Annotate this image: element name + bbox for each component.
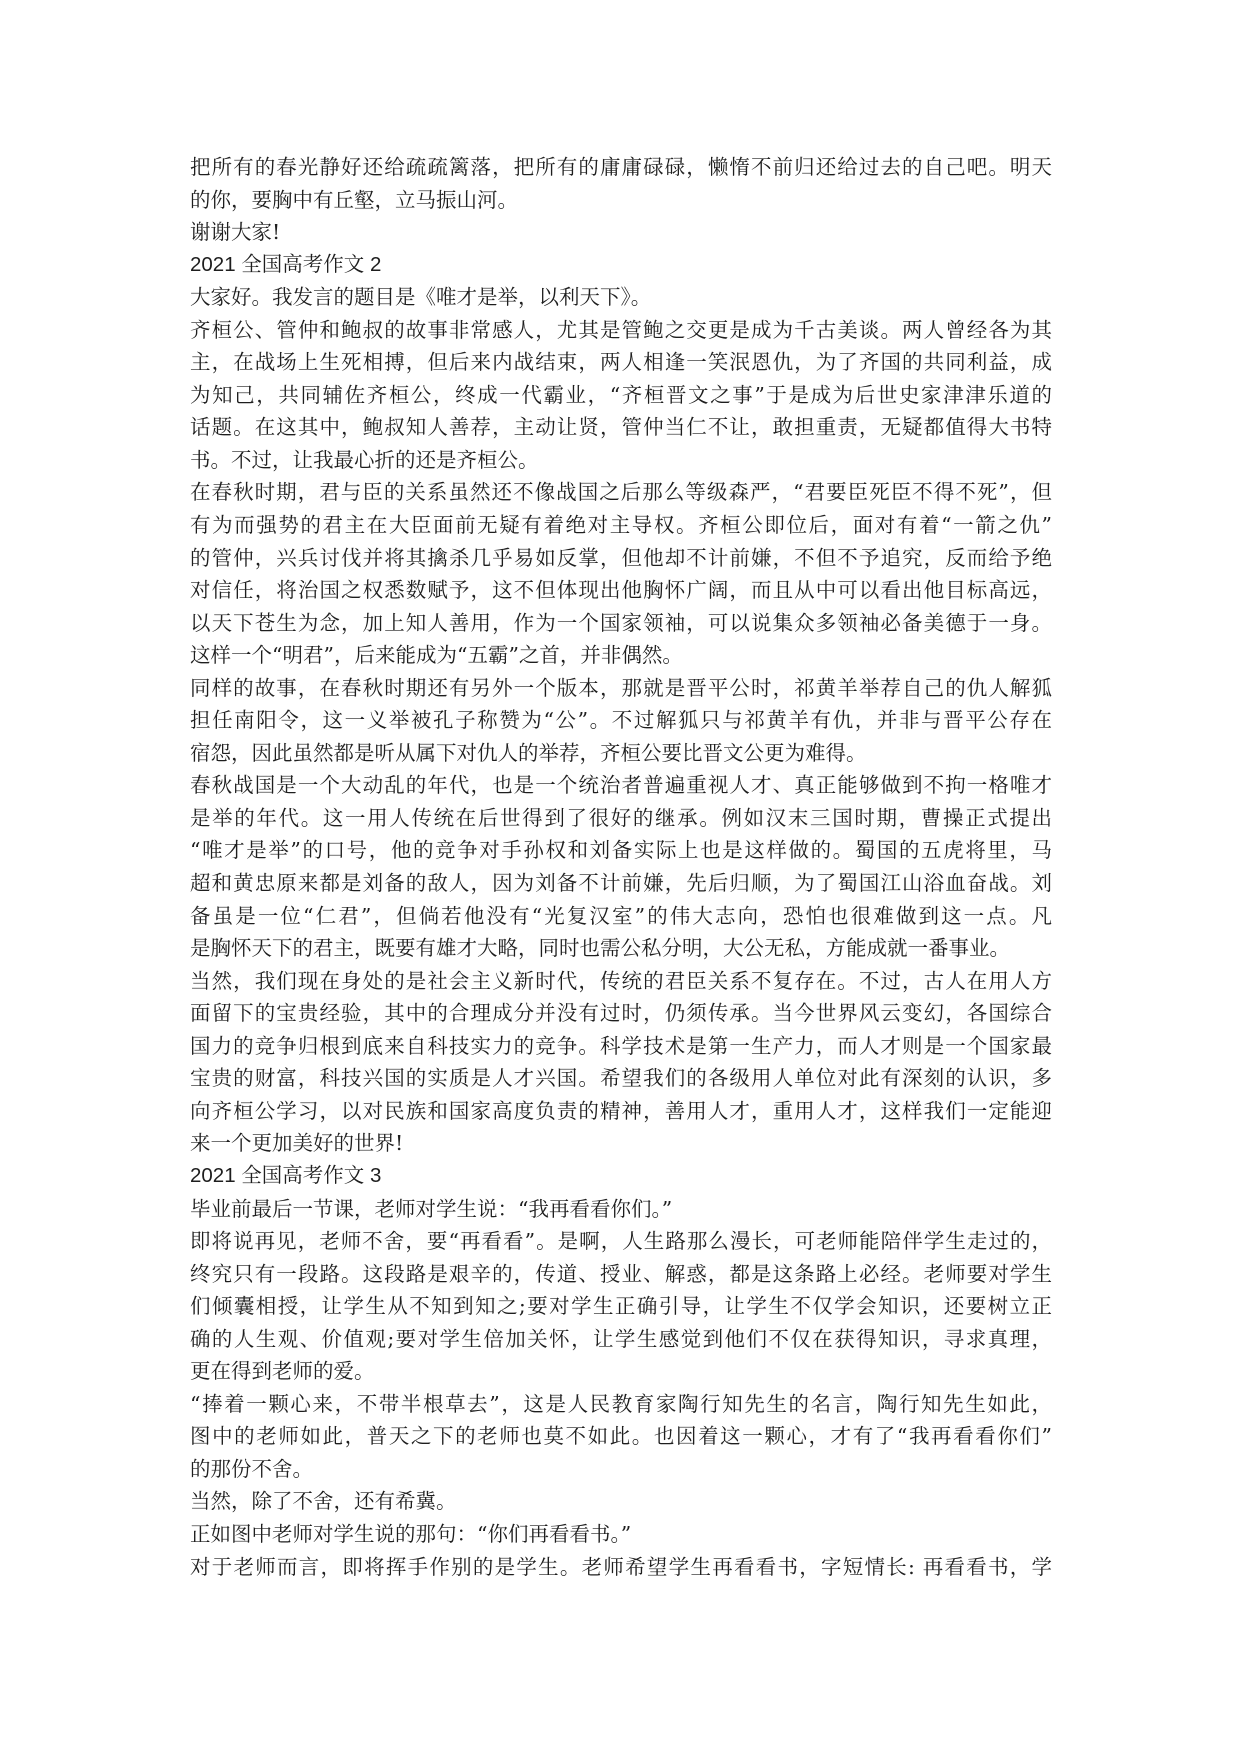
text-line: 正如图中老师对学生说的那句：“你们再看看书。” (190, 1521, 632, 1546)
paragraph (190, 476, 1052, 671)
text-line: 谢谢大家! (190, 220, 281, 245)
text-line: 是胸怀天下的君主，既要有雄才大略，同时也需公私分明，大公无私，方能成就一番事业。 (190, 936, 1010, 961)
text-line: 面留下的宝贵经验，其中的合理成分并没有过时，仍须传承。当今世界风云变幻，各国综合 (190, 1001, 1052, 1026)
text-line: 对于老师而言，即将挥手作别的是学生。老师希望学生再看看书，字短情长: 再看看书，学 (190, 1554, 1052, 1579)
text-line: 即将说再见，老师不舍，要“再看看”。是啊，人生路那么漫长，可老师能陪伴学生走过的， (190, 1229, 1052, 1254)
paragraph (190, 769, 1052, 964)
text-line: 图中的老师如此，普天之下的老师也莫不如此。也因着这一颗心，才有了“我再看看你们” (190, 1424, 1052, 1449)
text-line: 确的人生观、价值观;要对学生倍加关怀，让学生感觉到他们不仅在获得知识，寻求真理， (190, 1326, 1052, 1351)
paragraph (190, 1225, 1052, 1388)
text-line: 宿怨，因此虽然都是听从属下对仇人的举荐，齐桓公要比晋文公更为难得。 (190, 740, 867, 765)
text-line: 更在得到老师的爱。 (190, 1359, 375, 1384)
text-line: “唯才是举”的口号，他的竞争对手孙权和刘备实际上也是这样做的。蜀国的五虎将里，马 (190, 838, 1052, 863)
text-line: 向齐桓公学习，以对民族和国家高度负责的精神，善用人才，重用人才，这样我们一定能迎 (190, 1098, 1052, 1123)
text-line: 主，在战场上生死相搏，但后来内战结束，两人相逢一笑泯恩仇，为了齐国的共同利益，成 (190, 350, 1052, 375)
text-line: “捧着一颗心来，不带半根草去”，这是人民教育家陶行知先生的名言，陶行知先生如此， (190, 1391, 1052, 1416)
text-line: 来一个更加美好的世界! (190, 1131, 404, 1156)
text-line: 有为而强势的君主在大臣面前无疑有着绝对主导权。齐桓公即位后，面对有着“一箭之仇” (190, 513, 1052, 538)
text-line: 终究只有一段路。这段路是艰辛的，传道、授业、解惑，都是这条路上必经。老师要对学生 (190, 1261, 1052, 1286)
text-line: 的你，要胸中有丘壑，立马振山河。 (190, 187, 518, 212)
text-line: 这样一个“明君”，后来能成为“五霸”之首，并非偶然。 (190, 643, 683, 668)
text-line: 国力的竞争归根到底来自科技实力的竞争。科学技术是第一生产力，而人才则是一个国家最 (190, 1033, 1052, 1058)
text-line: 担任南阳令，这一义举被孔子称赞为“公”。不过解狐只与祁黄羊有仇，并非与晋平公存在 (190, 708, 1052, 733)
paragraph (190, 1518, 1052, 1551)
paragraph (190, 965, 1052, 1160)
paragraph (190, 1193, 1052, 1226)
text-line: 对信任，将治国之权悉数赋予，这不但体现出他胸怀广阔，而且从中可以看出他目标高远， (190, 578, 1052, 603)
text-line: 当然，我们现在身处的是社会主义新时代，传统的君臣关系不复存在。不过，古人在用人方 (190, 968, 1052, 993)
section-heading (190, 1160, 1052, 1193)
paragraph (190, 1551, 1052, 1584)
text-line: 把所有的春光静好还给疏疏篱落，把所有的庸庸碌碌，懒惰不前归还给过去的自己吧。明天 (190, 155, 1052, 179)
paragraph (190, 1388, 1052, 1486)
text-line: 宝贵的财富，科技兴国的实质是人才兴国。希望我们的各级用人单位对此有深刻的认识，多 (190, 1066, 1052, 1091)
text-line: 毕业前最后一节课，老师对学生说：“我再看看你们。” (190, 1196, 673, 1221)
paragraph (190, 216, 1052, 249)
heading-text: 2021 全国高考作文 2 (190, 252, 382, 276)
paragraph (190, 672, 1052, 770)
text-line: 齐桓公、管仲和鲍叔的故事非常感人，尤其是管鲍之交更是成为千古美谈。两人曾经各为其 (190, 317, 1052, 342)
text-line: 同样的故事，在春秋时期还有另外一个版本，那就是晋平公时，祁黄羊举荐自己的仇人解狐 (190, 675, 1052, 700)
text-line: 在春秋时期，君与臣的关系虽然还不像战国之后那么等级森严，“君要臣死臣不得不死”，但 (190, 480, 1052, 505)
paragraph (190, 314, 1052, 477)
text-line: 们倾囊相授，让学生从不知到知之;要对学生正确引导，让学生不仅学会知识，还要树立正 (190, 1294, 1052, 1319)
text-line: 话题。在这其中，鲍叔知人善荐，主动让贤，管仲当仁不让，敢担重责，无疑都值得大书特 (190, 415, 1052, 440)
section-heading (190, 249, 1052, 282)
paragraph (190, 151, 1052, 216)
text-line: 以天下苍生为念，加上知人善用，作为一个国家领袖，可以说集众多领袖必备美德于一身。 (190, 610, 1052, 635)
text-line: 备虽是一位“仁君”，但倘若他没有“光复汉室”的伟大志向，恐怕也很难做到这一点。凡 (190, 903, 1052, 928)
text-line: 的那份不舍。 (190, 1456, 313, 1481)
paragraph (190, 281, 1052, 314)
heading-text: 2021 全国高考作文 3 (190, 1163, 382, 1187)
text-line: 书。不过，让我最心折的还是齐桓公。 (190, 447, 539, 472)
document-body (190, 151, 1052, 1583)
text-line: 春秋战国是一个大动乱的年代，也是一个统治者普遍重视人才、真正能够做到不拘一格唯才 (190, 773, 1052, 798)
text-line: 是举的年代。这一用人传统在后世得到了很好的继承。例如汉末三国时期，曹操正式提出 (190, 805, 1052, 830)
text-line: 大家好。我发言的题目是《唯才是举，以利天下》。 (190, 285, 652, 310)
text-line: 为知己，共同辅佐齐桓公，终成一代霸业，“齐桓晋文之事”于是成为后世史家津津乐道的 (190, 382, 1052, 407)
text-line: 的管仲，兴兵讨伐并将其擒杀几乎易如反掌，但他却不计前嫌，不但不予追究，反而给予绝 (190, 545, 1052, 570)
text-line: 当然，除了不舍，还有希冀。 (190, 1489, 457, 1514)
paragraph (190, 1485, 1052, 1518)
text-line: 超和黄忠原来都是刘备的敌人，因为刘备不计前嫌，先后归顺，为了蜀国江山浴血奋战。刘 (190, 871, 1052, 896)
